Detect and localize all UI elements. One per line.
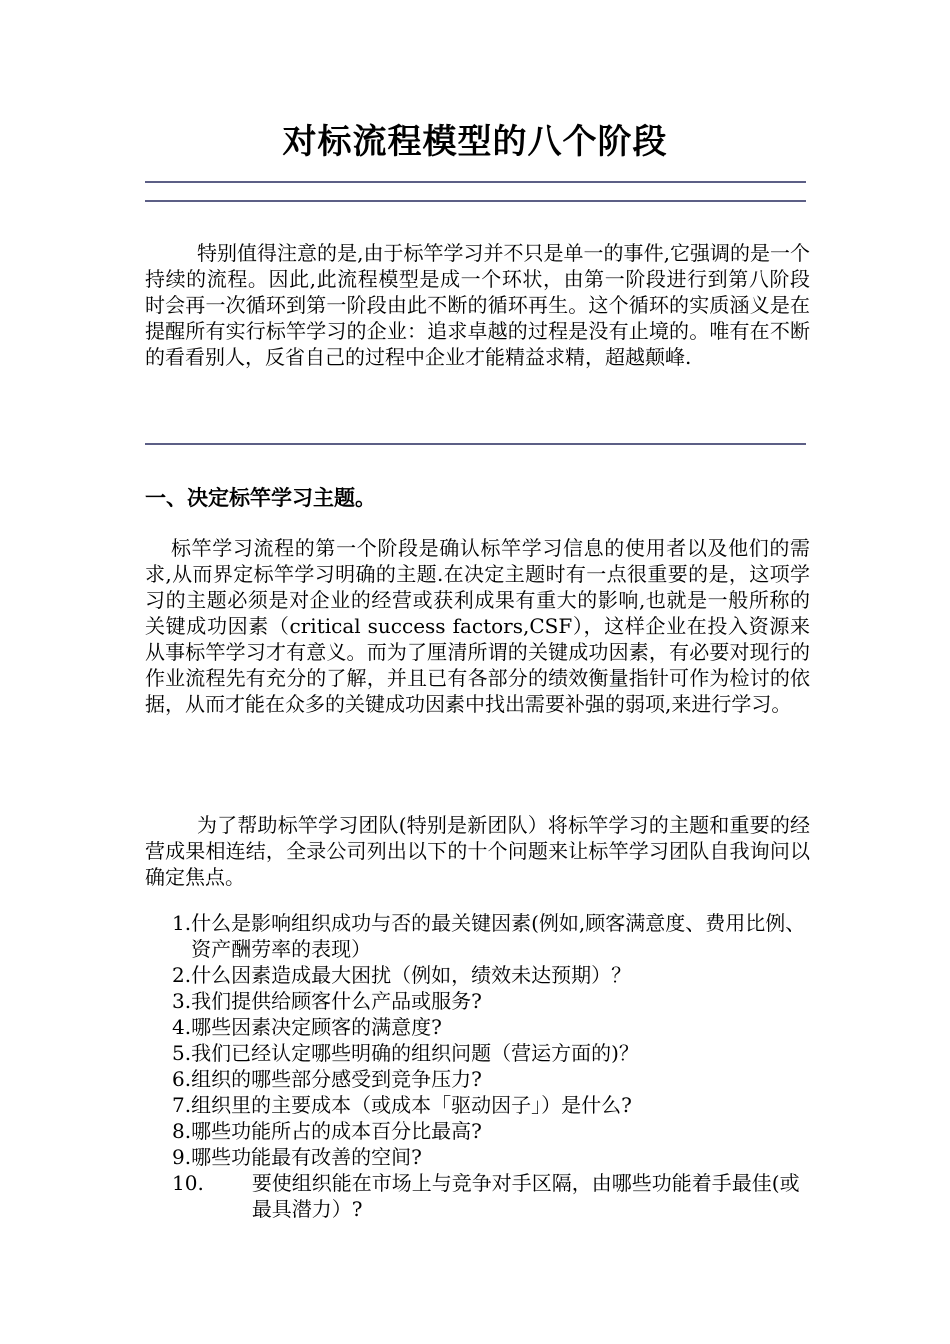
list-item-number: 6. xyxy=(172,1067,192,1091)
section-paragraph-2: 为了帮助标竿学习团队(特别是新团队）将标竿学习的主题和重要的经营成果相连结，全录公司列出以下的十个问题来让标竿学习团队自我询问以确定焦点。 xyxy=(145,813,810,889)
list-item-number: 2. xyxy=(172,963,192,987)
list-item-text: 我们已经认定哪些明确的组织问题（营运方面的)？ xyxy=(191,1041,639,1065)
list-item-text: 哪些功能最有改善的空间? xyxy=(191,1145,422,1169)
list-item xyxy=(172,962,812,988)
list-item-text: 什么因素造成最大困扰（例如，绩效未达预期）？ xyxy=(191,963,632,987)
list-item-text: 哪些功能所占的成本百分比最高? xyxy=(191,1119,482,1143)
list-item xyxy=(172,1144,812,1170)
title-rule-bottom xyxy=(145,200,806,202)
list-item-text: 什么是影响组织成功与否的最关键因素(例如,顾客满意度、费用比例、资产酬劳率的表现） xyxy=(191,911,806,961)
list-item-number: 4. xyxy=(172,1015,192,1039)
section-paragraph-1: 标竿学习流程的第一个阶段是确认标竿学习信息的使用者以及他们的需求,从而界定标竿学习明确的主题.在决定主题时有一点很重要的是，这项学习的主题必须是对企业的经营或获利成果有重大的影响,也就是一般所称的关键成功因素（critical success factors,CSF），这样企业在投入资源来从事标竿学习才有意义。而为了厘清所谓的关键成功因素，有必要对现行的作业流程先有充分的了解，并且已有各部分的绩效衡量指针可作为检讨的依据，从而才能在众多的关键成功因素中找出需要补强的弱项,来进行学习。 xyxy=(145,536,810,716)
list-item-number: 7. xyxy=(172,1093,192,1117)
list-item-number: 5. xyxy=(172,1041,192,1065)
intro-rule xyxy=(145,443,806,445)
list-item-number: 3. xyxy=(172,989,192,1013)
list-item-text: 我们提供给顾客什么产品或服务? xyxy=(191,989,482,1013)
list-item-text: 组织的哪些部分感受到竞争压力? xyxy=(191,1067,482,1091)
list-item xyxy=(172,1170,812,1222)
list-item xyxy=(172,1066,812,1092)
list-item xyxy=(172,988,812,1014)
list-item-number: 9. xyxy=(172,1145,192,1169)
list-item-number: 1. xyxy=(172,911,192,935)
list-item-text: 哪些因素决定顾客的满意度? xyxy=(191,1015,442,1039)
intro-paragraph: 特别值得注意的是,由于标竿学习并不只是单一的事件,它强调的是一个持续的流程。因此,此流程模型是成一个环状，由第一阶段进行到第八阶段时会再一次循环到第一阶段由此不断的循环再生。这个循环的实质涵义是在提醒所有实行标竿学习的企业：追求卓越的过程是没有止境的。唯有在不断的看看别人，反省自己的过程中企业才能精益求精，超越颠峰. xyxy=(145,241,810,369)
list-item xyxy=(172,1118,812,1144)
question-list xyxy=(172,910,812,1222)
list-item xyxy=(172,1014,812,1040)
title-rule-top xyxy=(145,181,806,183)
list-item xyxy=(172,910,812,962)
list-item-number: 8. xyxy=(172,1119,192,1143)
list-item-number: 10. xyxy=(172,1171,204,1195)
list-item-text: 组织里的主要成本（或成本「驱动因子」）是什么? xyxy=(191,1093,632,1117)
list-item-text: 要使组织能在市场上与竞争对手区隔，由哪些功能着手最佳(或最具潜力）? xyxy=(251,1171,800,1221)
section-heading: 一、决定标竿学习主题。 xyxy=(145,486,376,510)
list-item xyxy=(172,1092,812,1118)
page-title: 对标流程模型的八个阶段 xyxy=(282,122,668,162)
list-item xyxy=(172,1040,812,1066)
